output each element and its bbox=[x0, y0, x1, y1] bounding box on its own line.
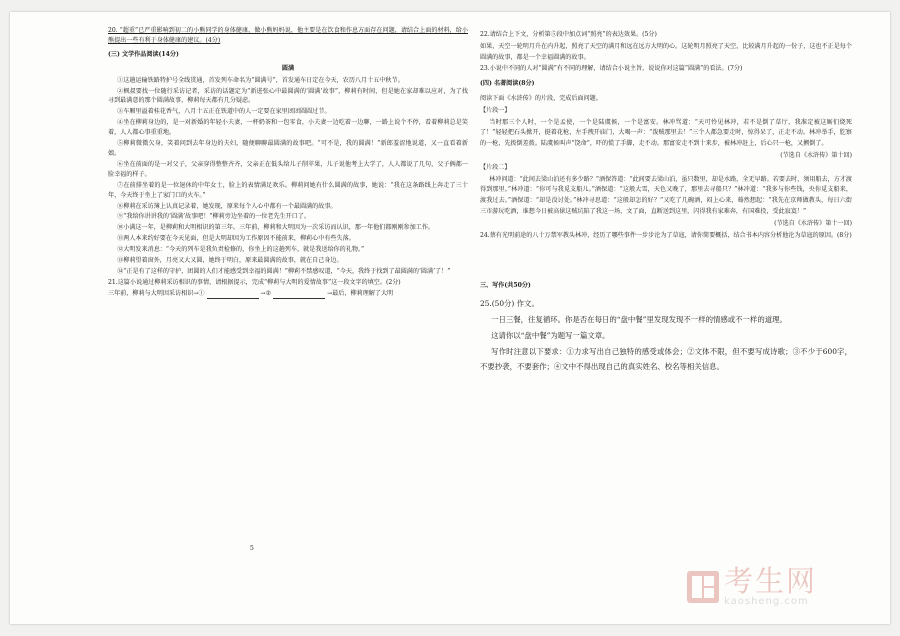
story-paragraph: ①这趟运输铁路特护号全线贯通，首发列车命名为“圆满号”，首发通车日定在今天，农历八月十五中秋节。 bbox=[117, 76, 404, 84]
story-paragraph: ⑭“正是有了这样的守护，团圆的人们才能感受到幸福的圆满！”柳莉不禁感叹道，“今天，我终于找到了最圆满的‘圆满’了！” bbox=[117, 267, 451, 275]
story-paragraph: ⑧柳莉在采访簿上认真记录着，她发现，原来每个人心中都有一个最圆满的故事。 bbox=[117, 202, 337, 210]
excerpt-2-source: (节选自《水浒传》第十一回) bbox=[774, 219, 852, 227]
excerpt-1-source: (节选自《水浒传》第十回) bbox=[780, 151, 852, 159]
answer-blank-2[interactable] bbox=[273, 298, 325, 299]
question-21: 21.这篇小说通过柳莉采访相识的事情，请根据提示，完成“柳莉与大明的爱情故事”这一段文字的填空。(2分) bbox=[108, 278, 401, 286]
question-22: 22.请结合上下文，分析第⑤段中加点词“照亮”的表达效果。(5分) bbox=[480, 31, 657, 38]
excerpt-2-label: 【片段二】 bbox=[480, 163, 511, 171]
section-4-intro: 阅读下面《水浒传》的片段，完成后面问题。 bbox=[480, 94, 602, 102]
story-paragraph: ⑥坐在前面的是一对父子，父亲穿得整整齐齐，父亲正在低头给儿子削苹果，儿子说他考上大学了，人人都说了几句，父子俩都一脸幸福的样子。 bbox=[108, 160, 468, 178]
excerpt-1: 当时那三个人时，一个是孟使，一个是陆虞候，一个是富安。林冲骂道：“天可怜见林冲，若不是倒了草厅，我准定被这厮们烧死了！”轻轻把石头掀开，挺着花枪，左手拽开庙门，大喝一声：“泼贼那里去！”三个人都急要走时，惊得呆了，正走不动。林冲举手，肐察的一枪，先拨倒差拨。陆虞候叫声“饶命”，吓的慌了手脚，走不动。那富安走不到十来步，被林冲赶上，后心只一枪，又搠倒了。 bbox=[480, 118, 852, 148]
watermark-url: kaosheng.com bbox=[724, 596, 809, 607]
story-paragraph: ⑬柳莉望着窗外，月亮又大又圆，她终于明白，原来最圆满的故事，就在自己身边。 bbox=[117, 257, 343, 265]
question-23: 23.小说中不同的人对“圆满”有不同的理解，请结合小说主旨，说说你对这篇“圆满”的看法。(7分) bbox=[480, 65, 743, 73]
section-5-heading: 三、写作(共50分) bbox=[480, 282, 531, 290]
essay-requirements: 写作时注意以下要求：①力求写出自己独特的感受或体会；②文体不限，但不要写成诗歌；③不少于600字，不要抄袭，不要套作；④文中不得出现自己的真实姓名、校名等相关信息。 bbox=[480, 347, 852, 372]
left-page bbox=[108, 26, 468, 300]
excerpt-2: 林冲问道：“此间去梁山泊还有多少路？”酒保答道：“此间要去梁山泊，虽只数里，却是水路，全无早路。若要去时，须用船去，方才渡得到那里。”林冲道：“你可与我觅支船儿。”酒保道：“这般大雪，天色又晚了，那里去寻船只？”林冲道：“我多与你些钱，央你觅支船来，渡我过去。”酒保道：“却是没讨处。”林冲寻思道：“这般却怎的好？”又吃了几碗酒，闷上心来，蓦然想起：“我先在京师做教头，每日六街三市游玩吃酒，谁想今日被高俅这贼坑陷了我这一场，文了面，直断送到这里，闪得我有家难奔，有国难投，受此寂寞！” bbox=[480, 175, 852, 215]
essay-prompt-2: 这请你以“盘中餐”为题写一篇文章。 bbox=[491, 331, 610, 341]
page-number: 5 bbox=[250, 545, 254, 552]
right-page bbox=[480, 30, 852, 375]
question-21-timeline bbox=[108, 289, 468, 299]
timeline-middle: →② bbox=[260, 289, 272, 297]
question-25: 25.(50分) 作文。 bbox=[480, 299, 539, 309]
story-paragraph: ⑨“我给你讲讲我的‘圆满’故事吧！”柳莉旁边坐着的一位老先生开口了。 bbox=[117, 213, 311, 221]
excerpt-1-label: 【片段一】 bbox=[480, 106, 511, 114]
answer-blank-1[interactable] bbox=[207, 298, 259, 299]
story-paragraph: ⑪两人本来约好要在今天见面，但是大明却因为工作原因不能前来，柳莉心中有些失落。 bbox=[117, 235, 355, 243]
story-paragraph: ⑦在前排坐着的是一位退休的中年女士，脸上的表情满足欢乐。柳莉问她有什么圆满的故事，她说：“我在这条路线上奔走了三十年，今天终于坐上了家门口的火车。” bbox=[108, 181, 468, 199]
kaosheng-logo-icon bbox=[686, 570, 720, 604]
story-body bbox=[108, 76, 468, 277]
timeline-start: 三年前，柳莉与大明因采访相识→① bbox=[108, 289, 205, 297]
story-paragraph: ③车厢里溢着桂花香气，八月十五正在铁道中的人一定要在家里团团圆圆过节。 bbox=[117, 108, 331, 116]
question-24: 24.蔡有光明前途的八十万禁军教头林冲，经历了哪些事件一步步沦为了草寇，请你简要概括，结合书本内容分析他沦为草寇的原因。(8分) bbox=[480, 231, 852, 239]
question-22-passage: 如果，天空一轮明月升在内升起，照亮了天空的满月和远在远方大明的心。这轮明月照亮了天空，比较满月升起的一份子，这也不正是每个圆满的故事，都是一个幸福圆满的故事。 bbox=[480, 42, 852, 61]
question-20: 20. “超重”已严重影响到初二的小熊同学的身体健康，做小熊妈妈说，他主要是在饮食和作息方面存在问题，请结合上面的材料，给小熊提出一些有利于身体健康的建议。(4分) bbox=[108, 27, 468, 44]
timeline-end: →最后，柳莉理解了大明 bbox=[327, 289, 394, 297]
story-paragraph: ②枫叔要找一位随行采访记者，采访的话题定为“新进张心中最圆满的‘圆满’故事”，柳莉有时间，但是她在家却难以应对，为了找寻到最满意的那个圆满故事，柳莉每天都有几分疑虑。 bbox=[108, 87, 468, 105]
story-paragraph: ⑩小满这一年，是柳莉和大明相识的第三年。三年前，柳莉和大明因为一次采访而认识，那一年他们都刚刚参加工作。 bbox=[117, 224, 435, 232]
story-paragraph: ④坐在柳莉身边的，是一对新婚的年轻小夫妻，一杯奶茶和一包零食，小夫妻一边吃着一边聊，一路上说个不停，看着柳莉总是笑着，人人都心事重重地。 bbox=[108, 119, 468, 137]
story-paragraph: ⑤柳莉微微欠身，笑着问到去年身边的夫妇，随便聊聊最圆满的故事吧。“可不是，我的圆满！”新郎羞涩地说道，又一直看着新娘。 bbox=[108, 140, 468, 157]
story-paragraph: ⑫大明发来消息：“今天的列车是我负责检修的，你坐上的这趟列车，就是我送给你的礼物。” bbox=[117, 246, 365, 254]
essay-question bbox=[480, 296, 852, 374]
essay-prompt: 一日三餐，往复循环。你是否在每日的“盘中餐”里发现发现不一样的情感或不一样的道理。 bbox=[491, 315, 787, 325]
section-3-heading: (三) 文学作品阅读(14分) bbox=[108, 50, 179, 58]
section-4-heading: (四) 名著阅读(8分) bbox=[480, 80, 535, 88]
watermark-name: 考生网 bbox=[724, 564, 818, 598]
watermark bbox=[686, 566, 817, 607]
story-title: 圆满 bbox=[281, 64, 295, 72]
